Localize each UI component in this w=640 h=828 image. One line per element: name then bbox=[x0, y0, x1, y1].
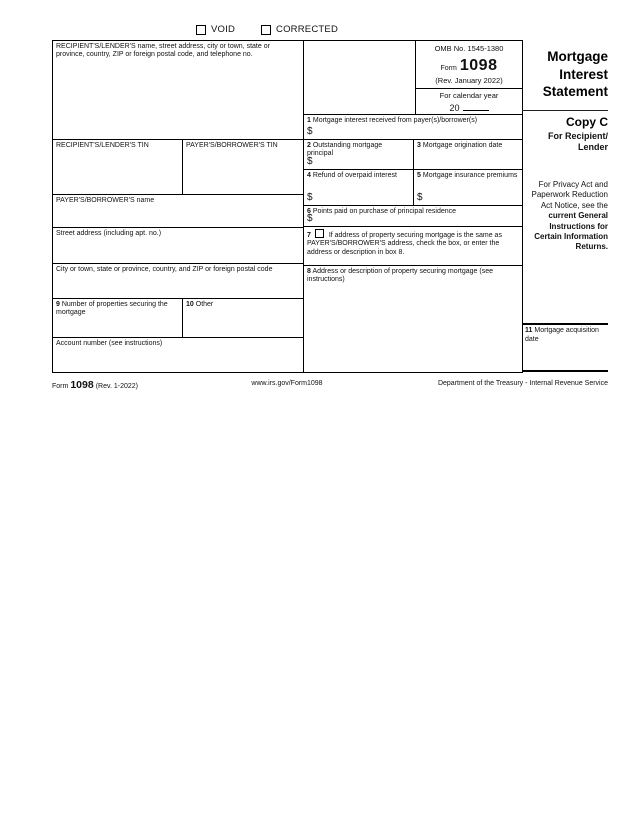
box11-number: 11 bbox=[525, 327, 533, 334]
box2-number: 2 bbox=[307, 142, 311, 149]
payer-borrower-name-label: PAYER'S/BORROWER'S name bbox=[56, 197, 155, 204]
box6-dollar-sign: $ bbox=[307, 213, 313, 224]
box8-number: 8 bbox=[307, 268, 311, 275]
box6-number: 6 bbox=[307, 208, 311, 215]
box9-number: 9 bbox=[56, 301, 60, 308]
form-number-header bbox=[416, 56, 522, 75]
street-address-label: Street address (including apt. no.) bbox=[56, 230, 162, 237]
privacy-notice-text: For Privacy Act and Paperwork Reduction Act Notice, see the bbox=[531, 180, 608, 210]
void-checkbox[interactable] bbox=[196, 25, 206, 35]
payer-borrower-tin-label: PAYER'S/BORROWER'S TIN bbox=[186, 142, 278, 149]
footer bbox=[52, 376, 608, 392]
box4-refund-field[interactable] bbox=[304, 170, 414, 206]
box3-number: 3 bbox=[417, 142, 421, 149]
box7-same-address bbox=[304, 227, 523, 266]
account-number-field[interactable] bbox=[53, 338, 304, 373]
footer-revision: (Rev. 1-2022) bbox=[95, 383, 138, 390]
calendar-year-row bbox=[416, 101, 522, 114]
omb-block bbox=[416, 41, 523, 115]
copy-divider bbox=[522, 110, 608, 111]
footer-agency: Department of the Treasury - Internal Revenue Service bbox=[437, 380, 608, 387]
box8-property-address-field[interactable] bbox=[304, 266, 523, 373]
box6-label: Points paid on purchase of principal residence bbox=[312, 208, 457, 215]
box4-label: Refund of overpaid interest bbox=[312, 172, 397, 179]
box2-dollar-sign: $ bbox=[307, 156, 313, 167]
calendar-year-blank[interactable] bbox=[463, 101, 489, 111]
omb-number: OMB No. 1545-1380 bbox=[434, 44, 504, 53]
form-grid bbox=[52, 40, 523, 373]
box11-label: Mortgage acquisition date bbox=[525, 327, 599, 343]
box5-number: 5 bbox=[417, 172, 421, 179]
right-column bbox=[522, 40, 608, 372]
void-group bbox=[196, 24, 235, 35]
corrected-label: CORRECTED bbox=[276, 24, 338, 35]
form-number: 1098 bbox=[459, 57, 498, 74]
void-label: VOID bbox=[211, 24, 236, 35]
corrected-group bbox=[261, 24, 338, 35]
same-address-checkbox[interactable] bbox=[315, 229, 324, 238]
recipient-lender-info-label: RECIPIENT'S/LENDER'S name, street address, city or town, state or province, country, ZIP or foreign postal code, and telephone no. bbox=[56, 43, 270, 59]
revision-label: (Rev. January 2022) bbox=[435, 76, 503, 86]
copy-for-label: For Recipient/ Lender bbox=[547, 131, 608, 153]
box9-label: Number of properties securing the mortgage bbox=[56, 301, 168, 317]
box5-label: Mortgage insurance premiums bbox=[422, 172, 518, 179]
box7-number: 7 bbox=[307, 232, 311, 239]
city-field[interactable] bbox=[53, 264, 304, 299]
recipient-lender-info-field[interactable] bbox=[53, 41, 304, 140]
box6-points-paid-field[interactable] bbox=[304, 206, 523, 227]
account-number-label: Account number (see instructions) bbox=[56, 340, 163, 347]
privacy-notice-bold-text: current General Instructions for Certain Information Returns. bbox=[534, 211, 608, 252]
recipient-lender-tin-label: RECIPIENT'S/LENDER'S TIN bbox=[56, 142, 149, 149]
box7-label: If address of property securing mortgage is the same as PAYER'S/BORROWER'S address, check the box, or enter the address or description in box 8. bbox=[307, 232, 502, 256]
box3-origination-date-field[interactable] bbox=[414, 140, 523, 170]
box1-dollar-sign: $ bbox=[307, 126, 313, 137]
box8-label: Address or description of property securing mortgage (see instructions) bbox=[307, 268, 494, 284]
calendar-year-label: For calendar year bbox=[416, 88, 522, 100]
box11-acquisition-date-field[interactable] bbox=[522, 323, 608, 372]
box9-number-of-properties-field[interactable] bbox=[53, 299, 183, 338]
footer-form-number: 1098 bbox=[70, 379, 94, 391]
box5-insurance-premiums-field[interactable] bbox=[414, 170, 523, 206]
corrected-checkbox[interactable] bbox=[261, 25, 271, 35]
box10-other-field[interactable] bbox=[183, 299, 304, 338]
form-word: Form bbox=[440, 65, 457, 72]
box3-label: Mortgage origination date bbox=[422, 142, 503, 149]
privacy-notice bbox=[522, 180, 608, 253]
footer-form-word: Form bbox=[52, 383, 69, 390]
box2-outstanding-principal-field[interactable] bbox=[304, 140, 414, 170]
box2-label: Outstanding mortgage principal bbox=[307, 142, 383, 158]
box10-number: 10 bbox=[186, 301, 194, 308]
copy-label: Copy C bbox=[566, 115, 608, 129]
blank-area bbox=[304, 41, 416, 115]
void-corrected-row bbox=[196, 24, 338, 35]
box1-number: 1 bbox=[307, 117, 311, 124]
form-title: Mortgage Interest Statement bbox=[542, 49, 608, 100]
payer-borrower-tin-field[interactable] bbox=[183, 140, 304, 195]
footer-url: www.irs.gov/Form1098 bbox=[251, 380, 323, 387]
payer-borrower-name-field[interactable] bbox=[53, 195, 304, 228]
box1-label: Mortgage interest received from payer(s)/borrower(s) bbox=[312, 117, 478, 124]
box4-dollar-sign: $ bbox=[307, 192, 313, 203]
box4-number: 4 bbox=[307, 172, 311, 179]
recipient-lender-tin-field[interactable] bbox=[53, 140, 183, 195]
box10-label: Other bbox=[195, 301, 214, 308]
box5-dollar-sign: $ bbox=[417, 192, 423, 203]
calendar-year-prefix: 20 bbox=[449, 103, 460, 114]
box1-mortgage-interest-field[interactable] bbox=[304, 115, 523, 140]
street-address-field[interactable] bbox=[53, 228, 304, 264]
city-label: City or town, state or province, country, and ZIP or foreign postal code bbox=[56, 266, 273, 273]
